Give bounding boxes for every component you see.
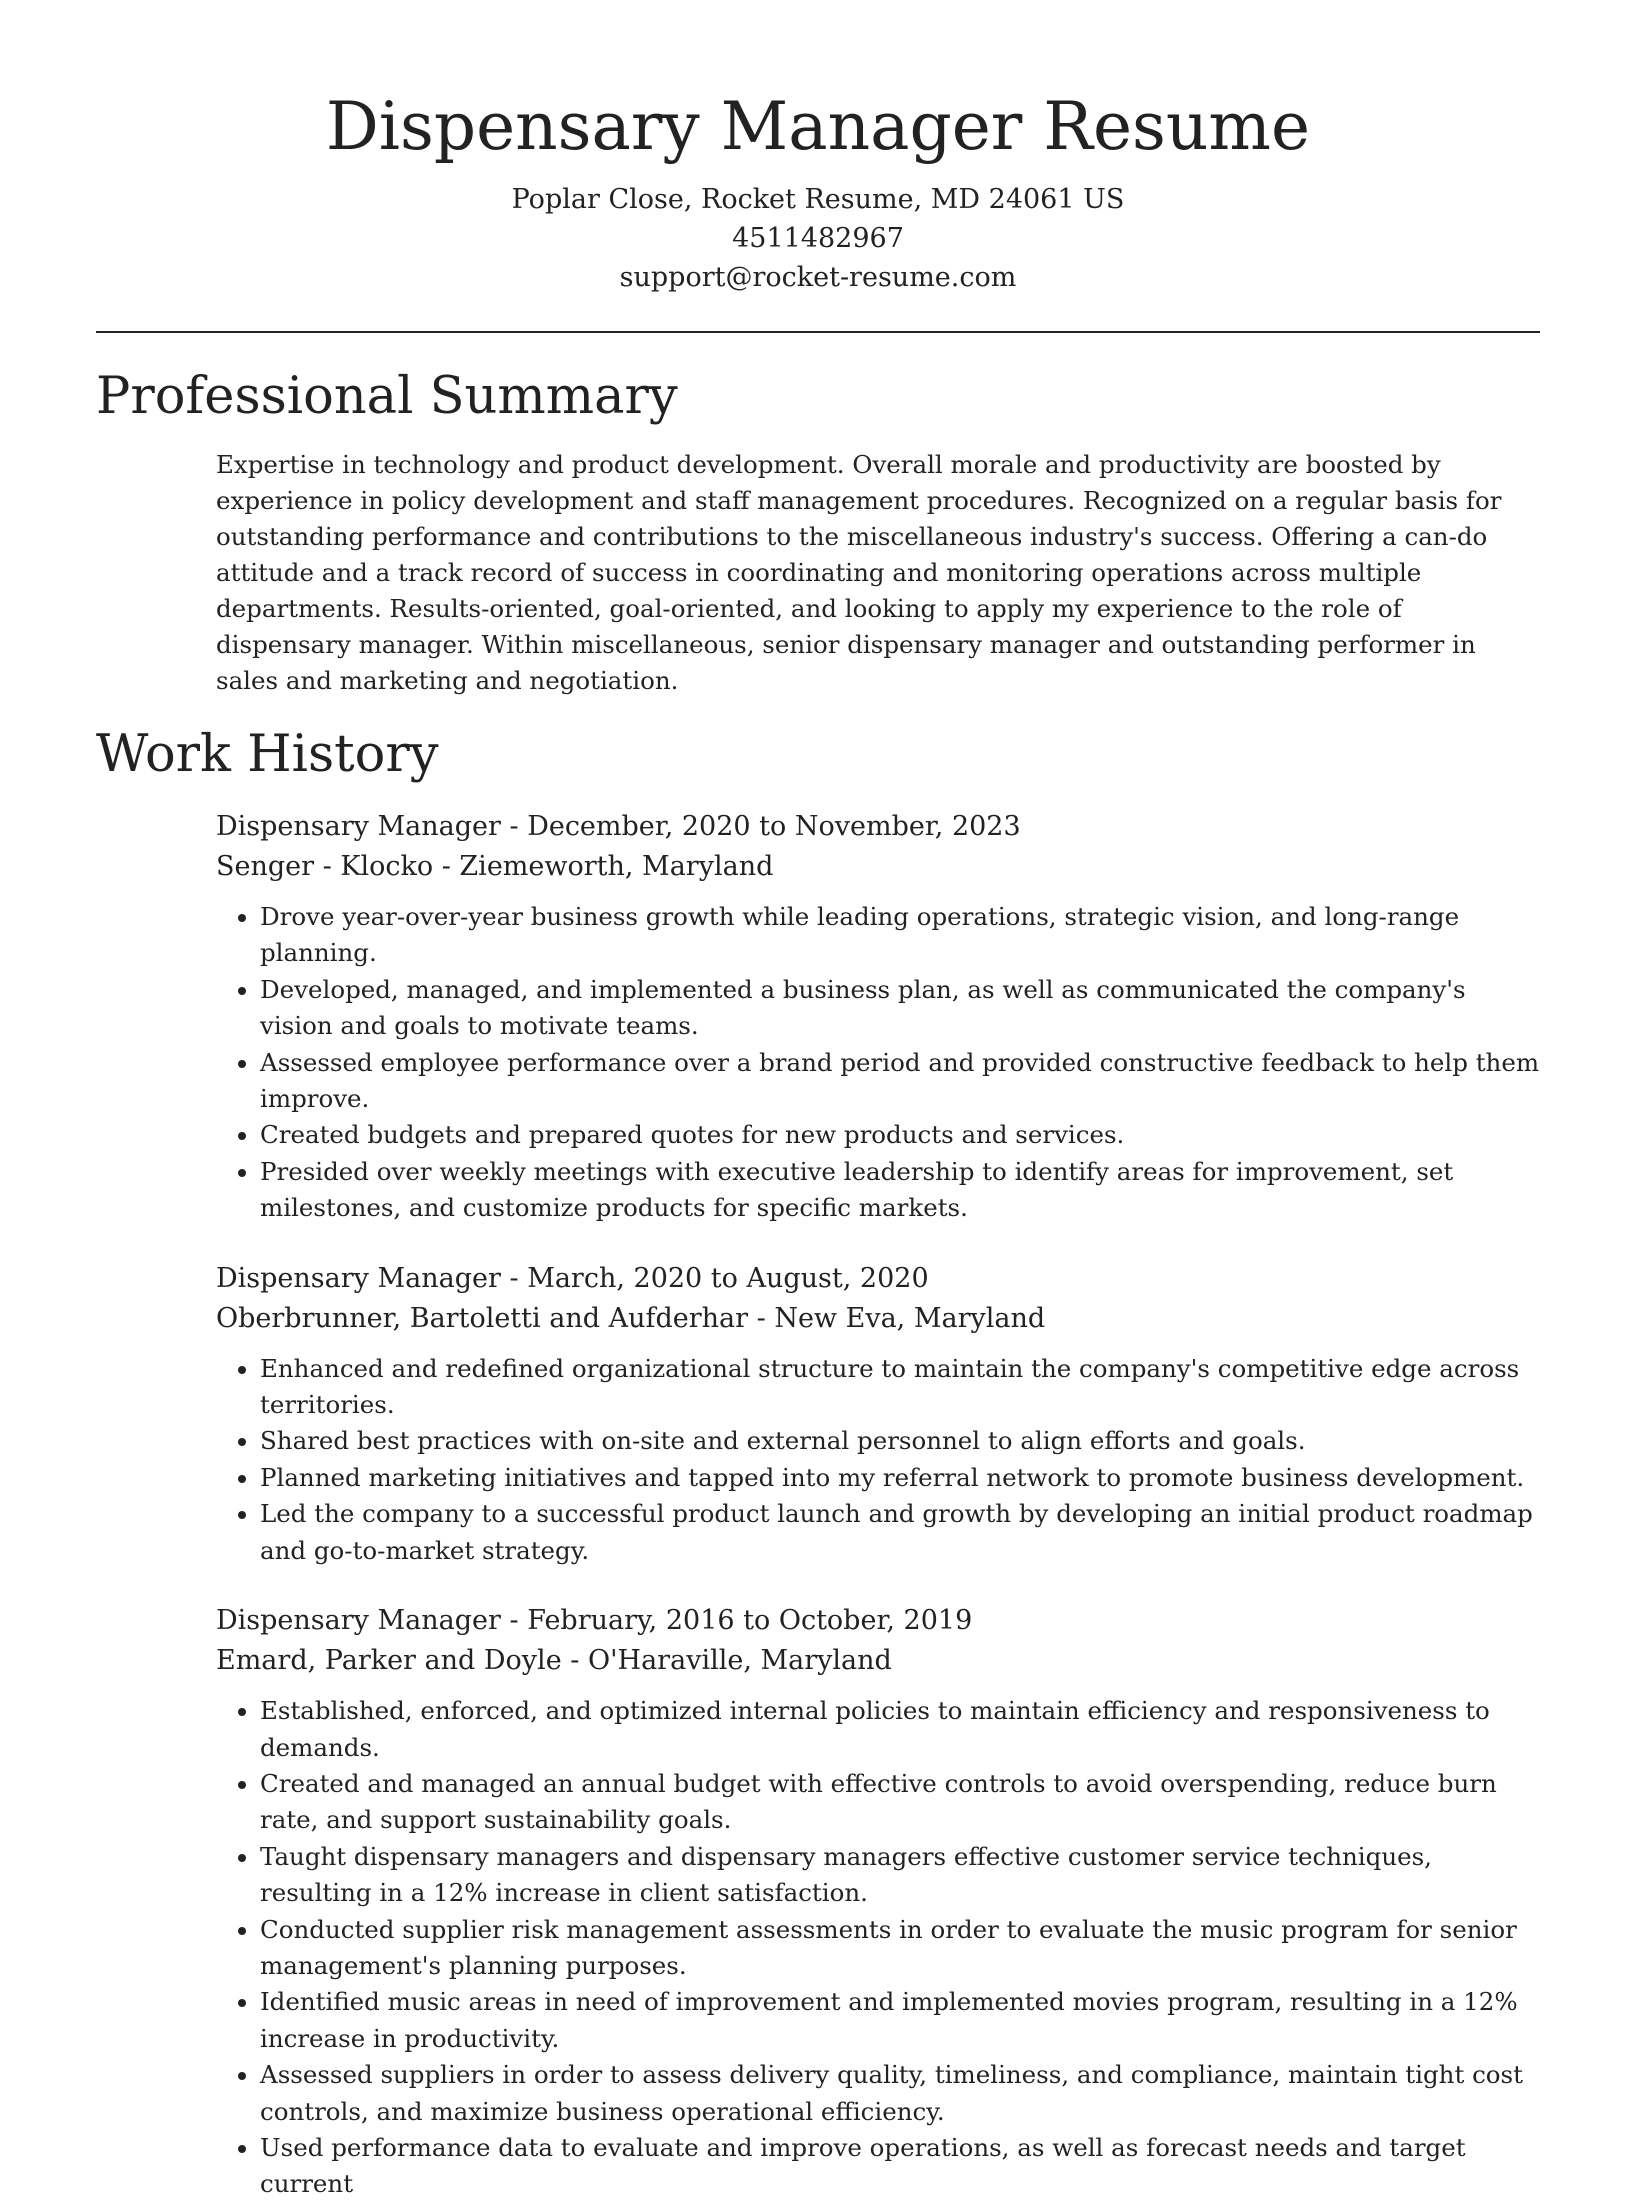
company-name: Emard, Parker and Doyle — [216, 1645, 562, 1677]
job-separator: - — [500, 1605, 528, 1637]
summary-text: Expertise in technology and product development. Overall morale and productivity are boosted by experience in policy development and staff management procedures. Recognized on a regular basis for outstanding performance and contributions to the miscellaneous industry's success. Offering a can-do attitude and a track record of success in coordinating and monitoring operations across multiple departments. Results-oriented, goal-oriented, and looking to apply my experience to the role of dispensary manager. Within miscellaneous, senior dispensary manager and outstanding performer in sales and marketing and negotiation. — [216, 450, 1502, 695]
job-bullet: • Created budgets and prepared quotes for new products and services. — [260, 1117, 1540, 1153]
job-location: Ziemeworth, Maryland — [459, 851, 774, 882]
job-separator: - — [748, 1302, 775, 1334]
job-bullet: • Presided over weekly meetings with executive leadership to identify areas for improvement, set milestones, and customize products for specific markets. — [260, 1154, 1540, 1227]
job-bullet: • Planned marketing initiatives and tapped into my referral network to promote business development. — [260, 1460, 1540, 1496]
job-bullet: • Drove year-over-year business growth while leading operations, strategic vision, and long-range planning. — [260, 899, 1540, 972]
job-bullet: • Established, enforced, and optimized internal policies to maintain efficiency and responsiveness to demands. — [260, 1693, 1540, 1766]
job-bullet: • Identified music areas in need of improvement and implemented movies program, resulting in a 12% increase in productivity. — [260, 1984, 1540, 2057]
job-dates: February, 2016 to October, 2019 — [527, 1605, 973, 1637]
job-bullet: • Taught dispensary managers and dispensary managers effective customer service techniques, resulting in a 12% increase in client satisfaction. — [260, 1839, 1540, 1912]
contact-address: Poplar Close, Rocket Resume, MD 24061 US — [511, 184, 1125, 215]
header-divider — [96, 331, 1540, 333]
job-separator: - — [500, 1262, 528, 1294]
job-entry — [216, 1601, 1540, 2203]
job-bullet: • Developed, managed, and implemented a business plan, as well as communicated the company's vision and goals to motivate teams. — [260, 972, 1540, 1045]
job-bullet: • Assessed employee performance over a brand period and provided constructive feedback to help them improve. — [260, 1045, 1540, 1118]
job-dates: December, 2020 to November, 2023 — [527, 811, 1021, 842]
job-bullets — [216, 1351, 1540, 1569]
job-entry — [216, 1259, 1540, 1569]
job-separator: - — [561, 1645, 588, 1677]
job-bullet: • Conducted supplier risk management assessments in order to evaluate the music program for senior management's planning purposes. — [260, 1912, 1540, 1985]
job-title: Dispensary Manager — [216, 1262, 501, 1294]
job-title: Dispensary Manager — [216, 1605, 501, 1637]
job-company-line — [216, 1299, 1540, 1339]
job-bullet: • Assessed suppliers in order to assess delivery quality, timeliness, and compliance, maintain tight cost controls, and maximize business operational efficiency. — [260, 2057, 1540, 2130]
resume-page — [96, 0, 1540, 2203]
job-entry — [216, 807, 1540, 1227]
summary-heading: Professional Summary — [96, 367, 678, 426]
job-bullet: • Created and managed an annual budget with effective controls to avoid overspending, reduce burn rate, and support sustainability goals. — [260, 1766, 1540, 1839]
job-bullet: • Led the company to a successful product launch and growth by developing an initial product roadmap and go-to-market strategy. — [260, 1496, 1540, 1569]
job-company-line — [216, 1641, 1540, 1681]
job-dates: March, 2020 to August, 2020 — [527, 1262, 929, 1294]
work-history-heading: Work History — [96, 725, 439, 784]
job-title-line — [216, 1259, 1540, 1299]
job-separator: - — [433, 851, 460, 882]
resume-header — [96, 0, 1540, 297]
job-company-line — [216, 847, 1540, 887]
job-bullet: • Enhanced and redefined organizational structure to maintain the company's competitive edge across territories. — [260, 1351, 1540, 1424]
job-bullet: • Shared best practices with on-site and external personnel to align efforts and goals. — [260, 1423, 1540, 1459]
job-title: Dispensary Manager — [216, 811, 501, 842]
contact-email: support@rocket-resume.com — [619, 262, 1017, 293]
company-name: Oberbrunner, Bartoletti and Aufderhar — [216, 1302, 749, 1334]
job-title-line — [216, 1601, 1540, 1641]
job-separator: - — [500, 811, 528, 842]
contact-phone: 4511482967 — [732, 223, 904, 254]
resume-title: Dispensary Manager Resume — [325, 88, 1311, 165]
job-location: O'Haraville, Maryland — [587, 1645, 892, 1677]
contact-block — [96, 180, 1540, 297]
job-bullets — [216, 899, 1540, 1227]
job-bullets — [216, 1693, 1540, 2203]
job-location: New Eva, Maryland — [774, 1302, 1046, 1334]
job-bullet: • Used performance data to evaluate and improve operations, as well as forecast needs and target current — [260, 2130, 1540, 2203]
job-title-line — [216, 807, 1540, 847]
company-name: Senger - Klocko — [216, 851, 434, 882]
